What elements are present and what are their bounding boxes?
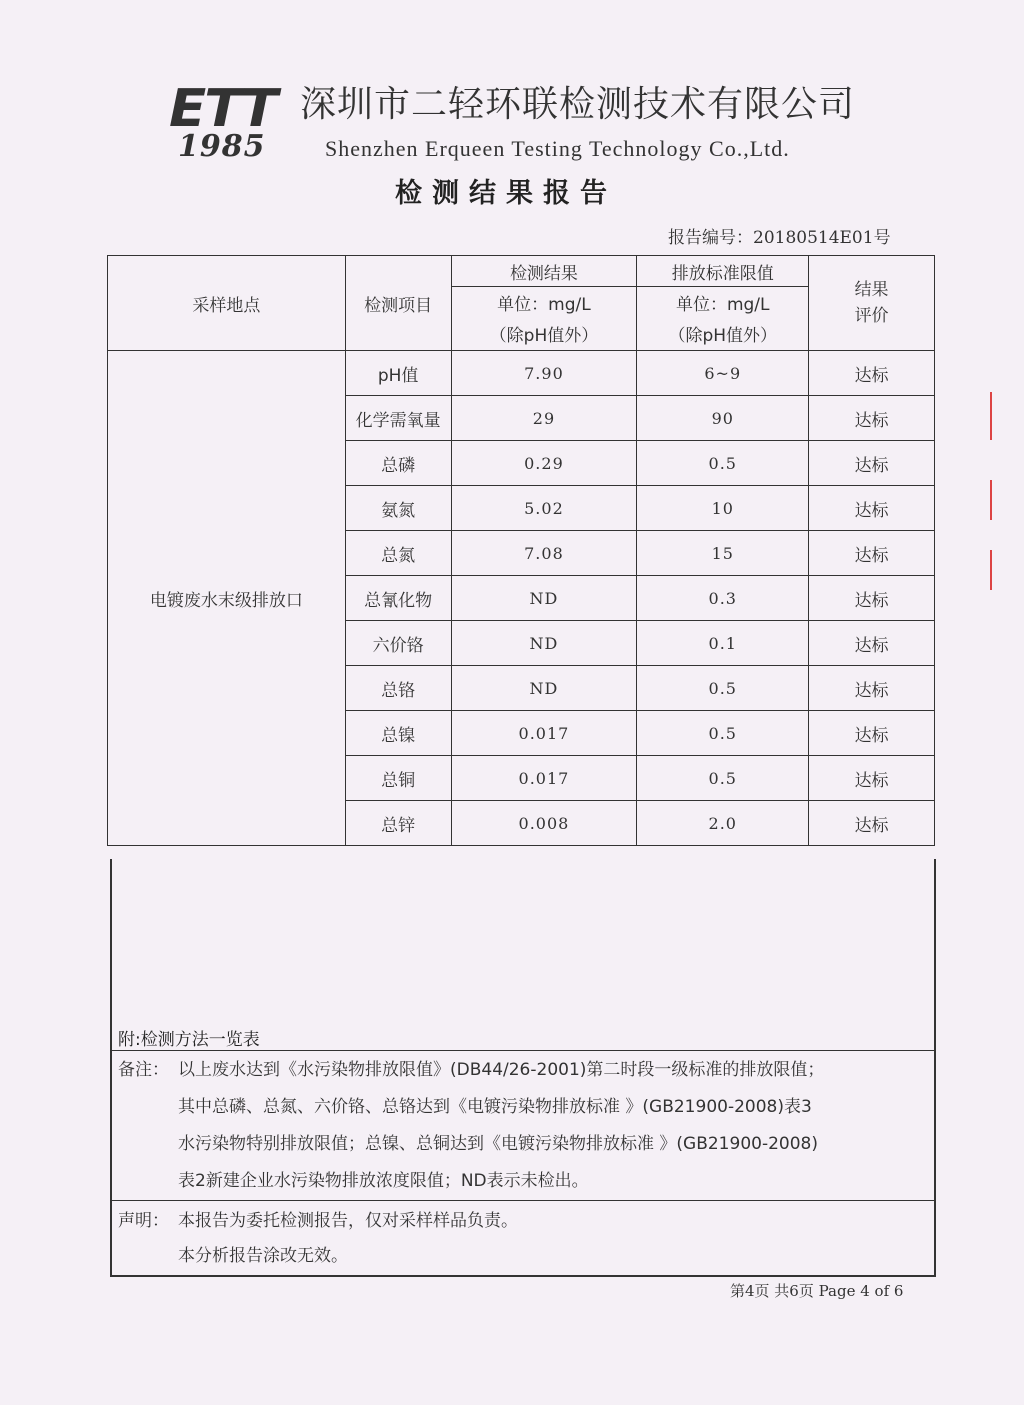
company-name-cn: 深圳市二轻环联检测技术有限公司 [300,84,856,125]
remarks-line-2: 其中总磷、总氮、六价铬、总铬达到《电镀污染物排放标准 》(GB21900-2008)表3 [178,1097,812,1117]
test-item-cell: 总铜 [345,756,451,801]
divider [110,1050,936,1051]
limit-cell: 0.5 [637,666,809,711]
test-item-cell: 六价铬 [345,621,451,666]
table-row [108,351,935,396]
sampling-location: 电镀废水末级排放口 [108,351,346,846]
limit-cell: 90 [637,396,809,441]
test-item-cell: 总磷 [345,441,451,486]
result-cell: 5.02 [451,486,637,531]
evaluation-cell: 达标 [809,621,935,666]
result-cell: ND [451,621,637,666]
result-cell: 0.008 [451,801,637,846]
header-limit-note: （除pH值外） [637,318,809,351]
limit-cell: 2.0 [637,801,809,846]
result-cell: 0.29 [451,441,637,486]
remarks-line-3: 水污染物特别排放限值；总镍、总铜达到《电镀污染物排放标准 》(GB21900-2008) [178,1134,818,1154]
evaluation-cell: 达标 [809,711,935,756]
limit-cell: 0.5 [637,711,809,756]
result-cell: ND [451,576,637,621]
header-limit-title: 排放标准限值 [637,256,809,287]
logo-year: 1985 [178,129,266,164]
test-item-cell: 总锌 [345,801,451,846]
header-item: 检测项目 [345,256,451,351]
result-cell: ND [451,666,637,711]
company-name-en: Shenzhen Erqueen Testing Technology Co.,Ltd. [325,136,790,161]
header-eval-line2: 评价 [854,306,889,326]
test-item-cell: 总铬 [345,666,451,711]
statement-line-1: 本报告为委托检测报告，仅对采样样品负责。 [178,1211,518,1231]
test-item-cell: 总氮 [345,531,451,576]
result-cell: 0.017 [451,756,637,801]
statement-line-2: 本分析报告涂改无效。 [178,1246,348,1266]
limit-cell: 15 [637,531,809,576]
seal-stamp-fragment [990,392,1012,590]
table-header-row [108,256,935,287]
evaluation-cell: 达标 [809,351,935,396]
page-footer: 第4页 共6页 Page 4 of 6 [730,1282,904,1300]
header-evaluation [809,256,935,351]
limit-cell: 0.1 [637,621,809,666]
limit-cell: 0.5 [637,441,809,486]
company-logo: ETT [169,79,276,139]
evaluation-cell: 达标 [809,576,935,621]
divider [110,1200,936,1201]
header-result-unit: 单位：mg/L [451,287,637,318]
result-cell: 29 [451,396,637,441]
result-cell: 7.08 [451,531,637,576]
test-item-cell: pH值 [345,351,451,396]
test-item-cell: 总镍 [345,711,451,756]
report-title: 检测结果报告 [395,178,617,209]
test-item-cell: 化学需氧量 [345,396,451,441]
statement-label: 声明： [118,1211,169,1231]
limit-cell: 0.3 [637,576,809,621]
limit-cell: 0.5 [637,756,809,801]
header-limit-unit: 单位：mg/L [637,287,809,318]
limit-cell: 10 [637,486,809,531]
header-location: 采样地点 [108,256,346,351]
limit-cell: 6~9 [637,351,809,396]
attachment-note: 附:检测方法一览表 [118,1030,260,1050]
header-eval-line1: 结果 [854,280,889,300]
result-cell: 0.017 [451,711,637,756]
evaluation-cell: 达标 [809,531,935,576]
remarks-line-4: 表2新建企业水污染物排放浓度限值；ND表示未检出。 [178,1171,589,1191]
results-table [107,255,935,846]
result-cell: 7.90 [451,351,637,396]
header-result-title: 检测结果 [451,256,637,287]
remarks-line-1: 以上废水达到《水污染物排放限值》(DB44/26-2001)第二时段一级标准的排放限值； [178,1060,825,1080]
evaluation-cell: 达标 [809,756,935,801]
evaluation-cell: 达标 [809,441,935,486]
evaluation-cell: 达标 [809,396,935,441]
test-item-cell: 氨氮 [345,486,451,531]
evaluation-cell: 达标 [809,666,935,711]
remarks-label: 备注： [118,1060,169,1080]
header-result-note: （除pH值外） [451,318,637,351]
test-item-cell: 总氰化物 [345,576,451,621]
evaluation-cell: 达标 [809,486,935,531]
evaluation-cell: 达标 [809,801,935,846]
report-number: 报告编号：20180514E01号 [668,228,891,248]
